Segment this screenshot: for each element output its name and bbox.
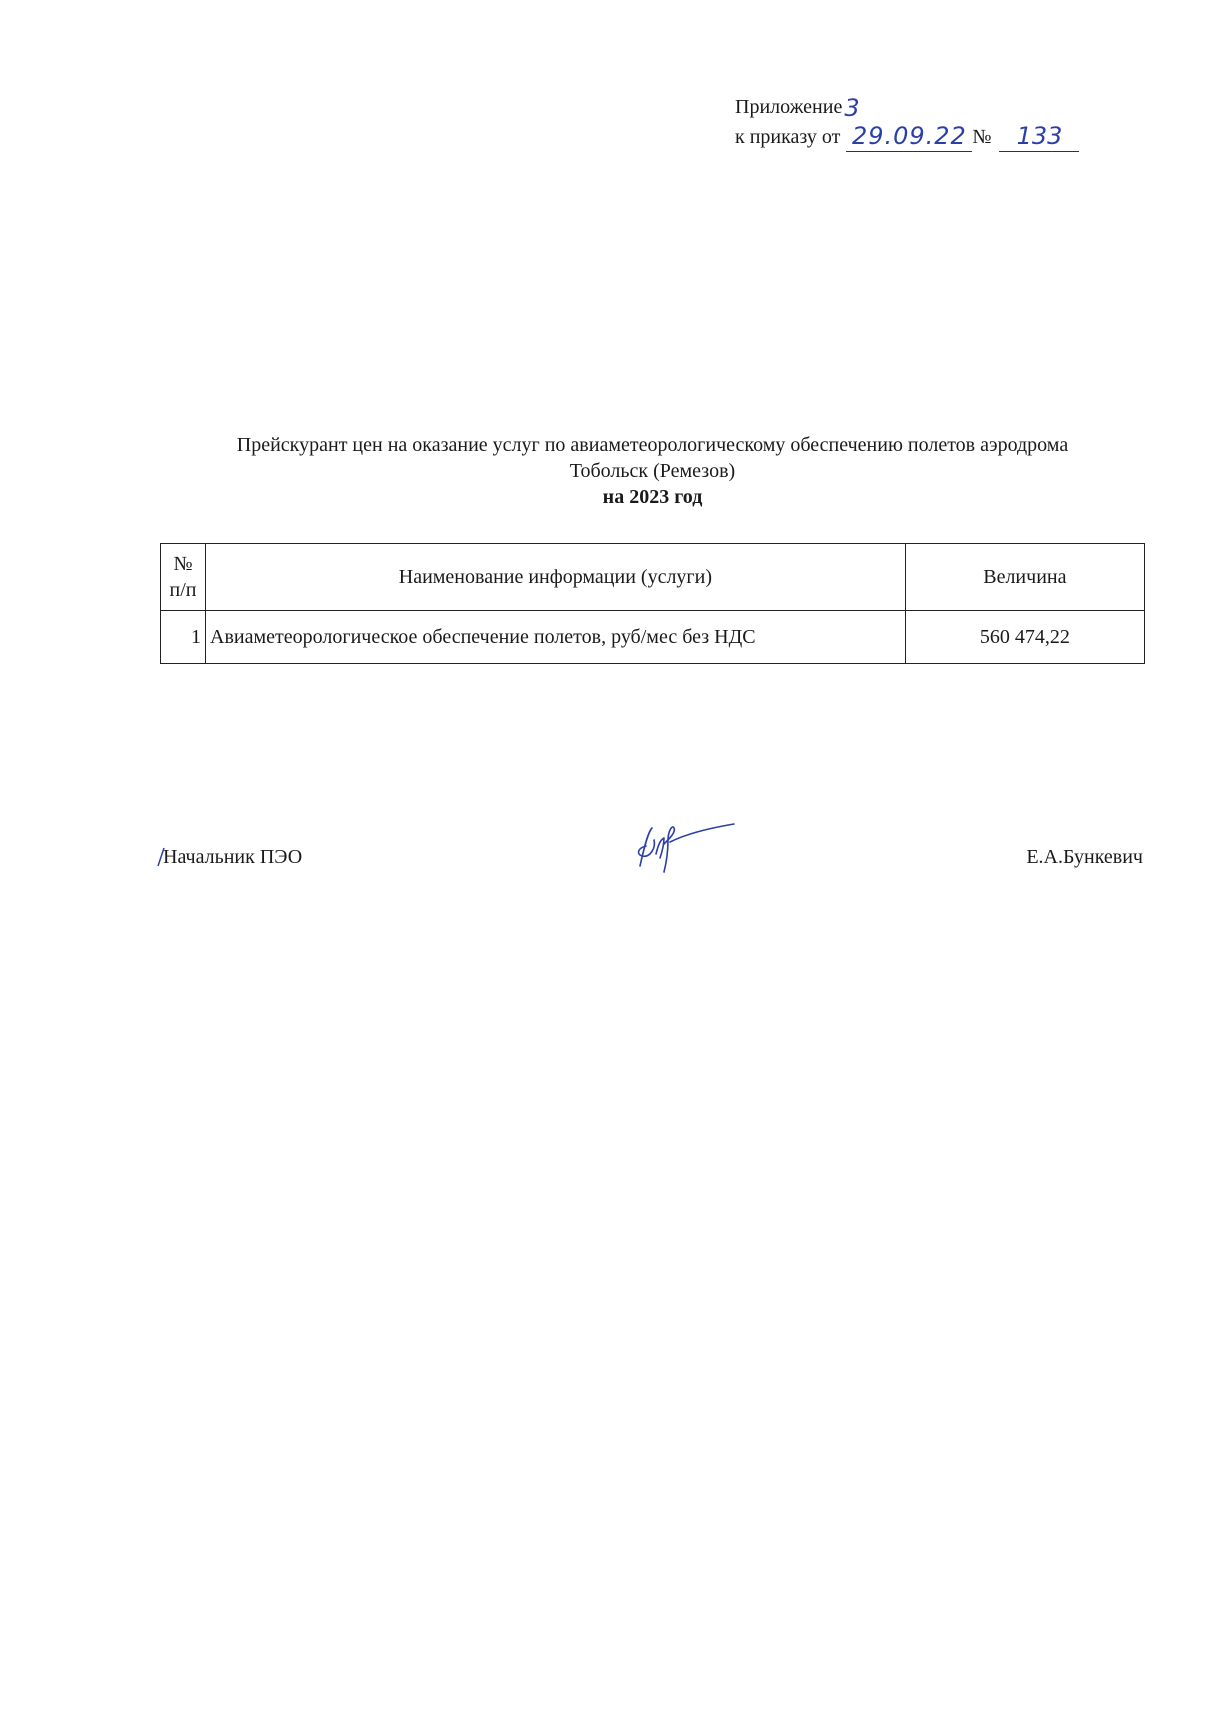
document-title	[160, 432, 1145, 510]
order-number: 133	[999, 123, 1079, 152]
header-num	[161, 544, 206, 611]
number-sign: №	[972, 126, 992, 148]
row-name: Авиаметеорологическое обеспечение полетов, руб/мес без НДС	[206, 611, 906, 664]
row-value: 560 474,22	[905, 611, 1144, 664]
order-prefix: к приказу от	[735, 126, 841, 148]
row-num: 1	[161, 611, 206, 664]
header-num-line-2: п/п	[169, 579, 197, 601]
signature-icon	[630, 818, 740, 878]
price-table	[160, 543, 1145, 664]
title-year: на 2023 год	[602, 486, 703, 508]
order-line	[735, 122, 1115, 152]
appendix-number: 3	[844, 94, 860, 122]
title-line-1: Прейскурант цен на оказание услуг по авиаметеорологическому обеспечению полетов аэродрома	[236, 434, 1069, 456]
appendix-label: Приложение	[735, 96, 843, 118]
appendix-line	[735, 92, 1115, 122]
order-date: 29.09.22	[846, 123, 972, 152]
table-header-row	[161, 544, 1145, 611]
signer-name: Е.А.Бункевич	[1026, 846, 1143, 868]
header-name: Наименование информации (услуги)	[206, 544, 906, 611]
header-num-line-1: №	[173, 553, 193, 575]
signer-role: Начальник ПЭО	[163, 846, 303, 868]
table-row	[161, 611, 1145, 664]
header-value: Величина	[905, 544, 1144, 611]
appendix-header	[735, 92, 1115, 152]
title-line-2: Тобольск (Ремезов)	[569, 460, 736, 482]
